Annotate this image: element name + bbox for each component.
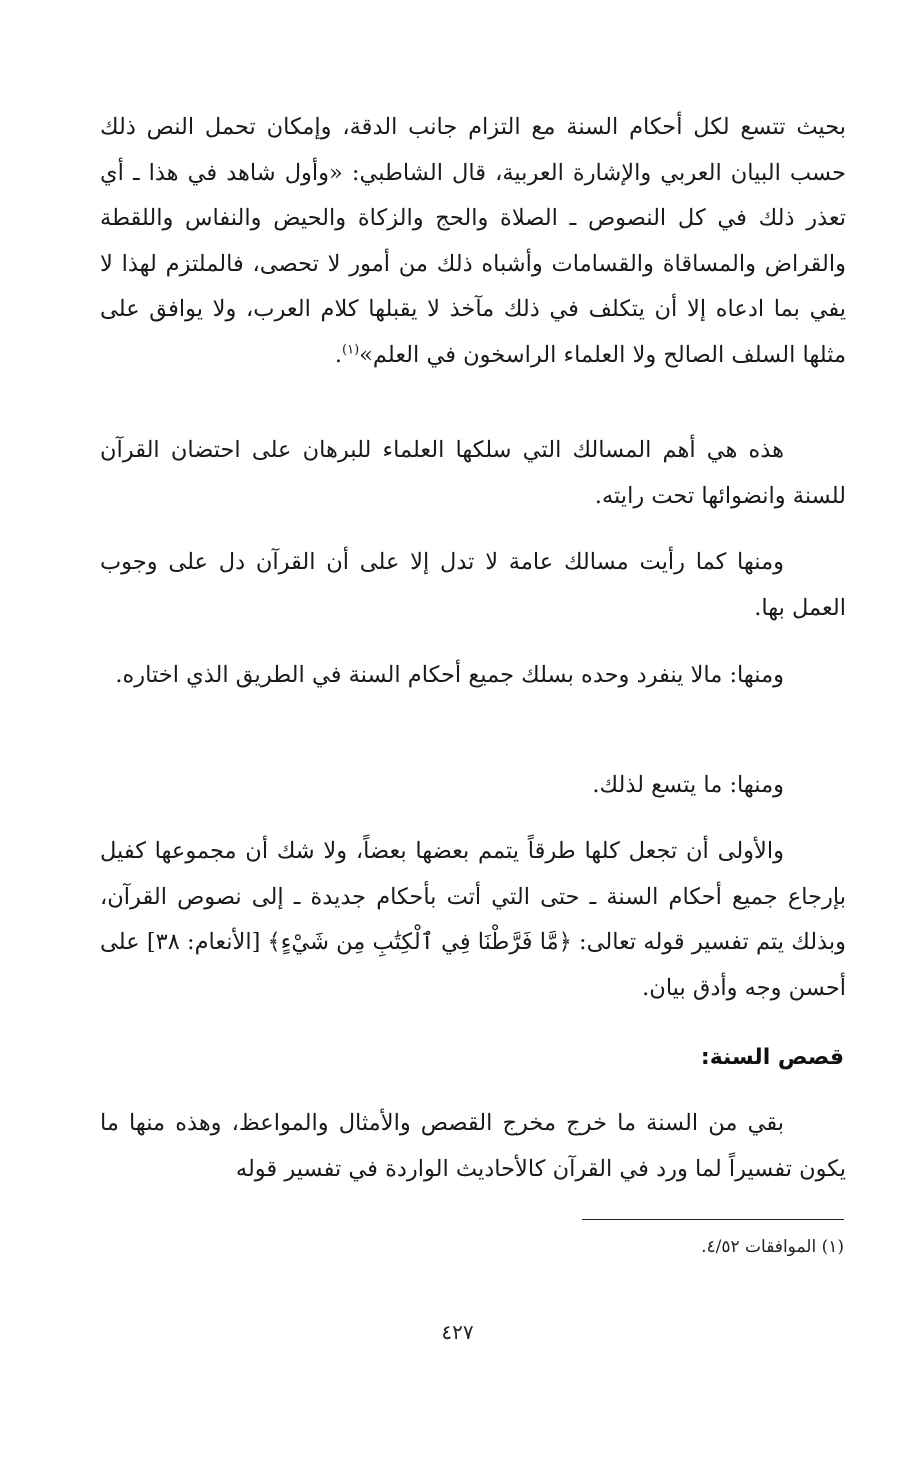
paragraph-sufficient <box>100 763 846 809</box>
paragraph-general-paths <box>100 540 846 631</box>
paragraph-text: ومنها: ما يتسع لذلك. <box>592 772 784 798</box>
paragraph-main-paths <box>100 428 846 519</box>
paragraph-stories <box>100 1101 846 1192</box>
paragraph-conclusion <box>100 829 846 1011</box>
footnote: (١) الموافقات ٤/٥٢. <box>701 1237 844 1257</box>
paragraph-text: والأولى أن تجعل كلها طرقاً يتمم بعضها بعضاً، ولا شك أن مجموعها كفيل بإرجاع جميع أحكام السنة ـ حتى التي أتت بأحكام جديدة ـ إلى نصوص القرآن، وبذلك يتم تفسير قوله تعالى: ﴿مَّا فَرَّطْنَا فِي ٱلْكِتَٰبِ مِن شَيْءٍ﴾ [الأنعام: ٣٨] على أحسن وجه وأدق بيان. <box>100 838 847 1001</box>
paragraph-text: بقي من السنة ما خرج مخرج القصص والأمثال والمواعظ، وهذه منها ما يكون تفسيراً لما ورد في القرآن كالأحاديث الواردة في تفسير قوله <box>100 1110 846 1182</box>
paragraph-tail: . <box>334 341 342 368</box>
page-number: ٤٢٧ <box>441 1320 474 1344</box>
paragraph-not-alone <box>100 653 846 699</box>
paragraph-text: هذه هي أهم المسالك التي سلكها العلماء للبرهان على احتضان القرآن للسنة وانضوائها تحت رايته. <box>100 437 846 509</box>
footnote-divider <box>582 1219 844 1220</box>
section-heading: قصص السنة: <box>700 1045 844 1070</box>
footnote-reference: (١) <box>342 342 360 358</box>
paragraph-text: ومنها: مالا ينفرد وحده بسلك جميع أحكام السنة في الطريق الذي اختاره. <box>115 662 784 688</box>
paragraph-text: بحيث تتسع لكل أحكام السنة مع التزام جانب الدقة، وإمكان تحمل النص ذلك حسب البيان العربي والإشارة العربية، قال الشاطبي: «وأول شاهد في هذا ـ أي تعذر ذلك في كل النصوص ـ الصلاة والحج والزكاة والحيض والنفاس واللقطة والقراض والمساقاة والقسامات وأشباه ذلك من أمور لا تحصى، فالملتزم لهذا لا يفي بما ادعاه إلا أن يتكلف في ذلك مآخذ لا يقبلها كلام العرب، ولا يوافق على مثلها السلف الصالح ولا العلماء الراسخون في العلم» <box>100 114 846 368</box>
paragraph-text: ومنها كما رأيت مسالك عامة لا تدل إلا على أن القرآن دل على وجوب العمل بها. <box>100 549 846 621</box>
paragraph-shatibi-quote <box>100 105 846 379</box>
